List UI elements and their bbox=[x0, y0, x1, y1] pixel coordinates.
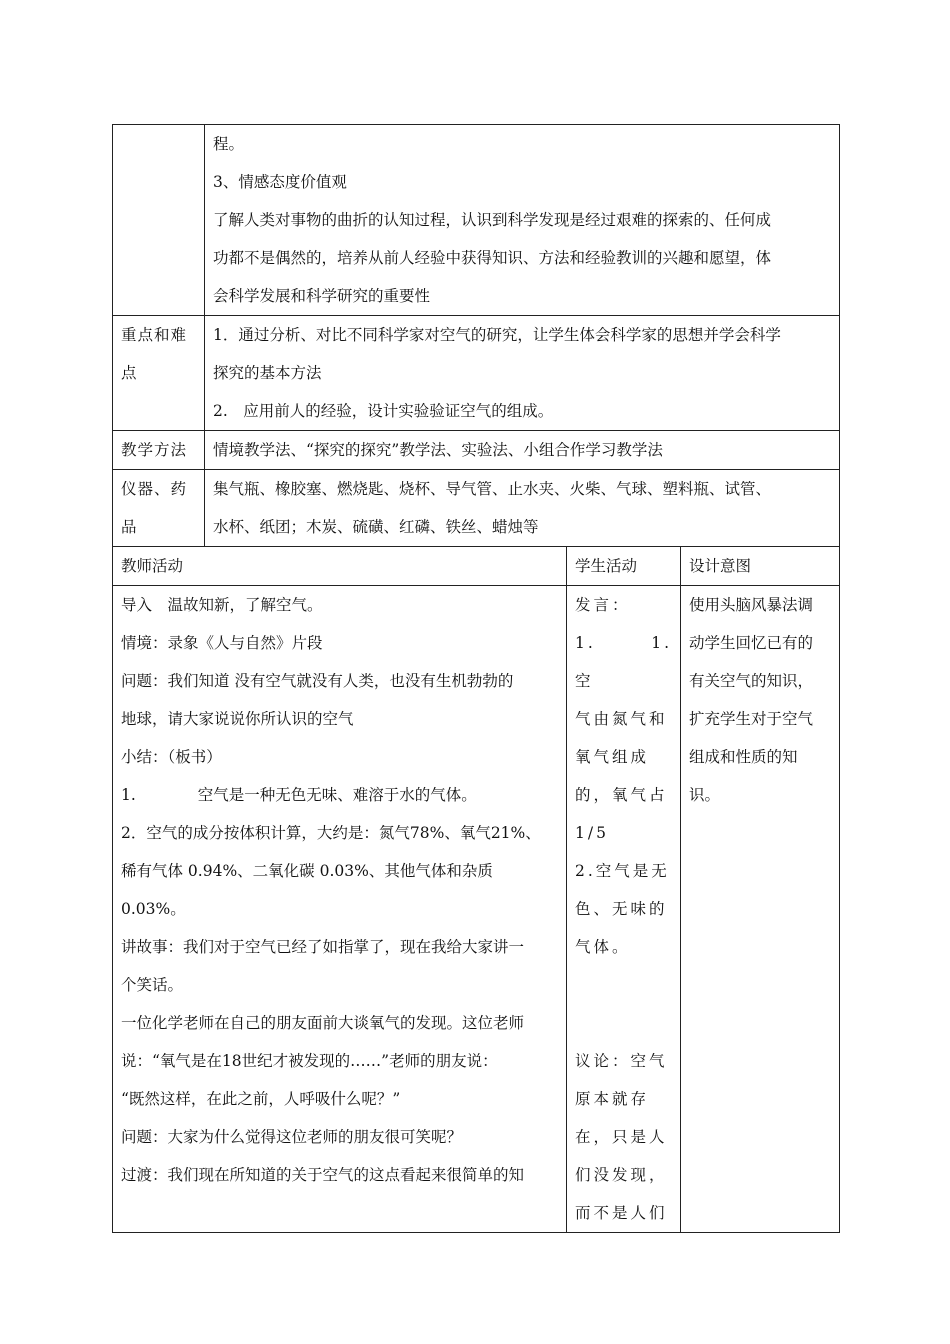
text-line: 原本就存 bbox=[575, 1090, 650, 1108]
spacer bbox=[575, 966, 672, 1042]
table-row bbox=[113, 470, 840, 547]
row-content bbox=[205, 470, 840, 547]
text-line: 集气瓶、橡胶塞、燃烧匙、烧杯、导气管、止水夹、火柴、气球、塑料瓶、试管、 bbox=[213, 480, 772, 498]
text-line: 会科学发展和科学研究的重要性 bbox=[213, 287, 431, 305]
text-line: 地球，请大家说说你所认识的空气 bbox=[121, 710, 354, 728]
row-content bbox=[205, 125, 840, 316]
text-line: 0.03%。 bbox=[121, 900, 186, 918]
row-label: 教学方法 bbox=[113, 431, 205, 470]
text-line: 2．空气的成分按体积计算，大约是：氮气78%、氧气21%、 bbox=[121, 824, 541, 842]
text-line: 说：“氧气是在18世纪才被发现的……”老师的朋友说： bbox=[121, 1052, 498, 1070]
text-line: 氧气组成 bbox=[575, 748, 650, 766]
text-line: 稀有气体 0.94%、二氧化碳 0.03%、其他气体和杂质 bbox=[121, 862, 493, 880]
text-line: 组成和性质的知 bbox=[689, 748, 798, 766]
text-line: 在，只是人 bbox=[575, 1128, 668, 1146]
text-line: 气体。 bbox=[575, 938, 631, 956]
text-line: 议论：空气 bbox=[575, 1052, 668, 1070]
row-label: 仪器、药品 bbox=[113, 470, 205, 547]
text-line: 扩充学生对于空气 bbox=[689, 710, 814, 728]
text-line: 一位化学老师在自己的朋友面前大谈氧气的发现。这位老师 bbox=[121, 1014, 525, 1032]
lesson-plan-page bbox=[112, 124, 839, 1233]
table-row bbox=[113, 316, 840, 431]
row-label: 重点和难点 bbox=[113, 316, 205, 431]
text-line: 水杯、纸团；木炭、硫磺、红磷、铁丝、蜡烛等 bbox=[213, 518, 539, 536]
table-row bbox=[113, 586, 840, 1233]
text-line: 1. 1.空 bbox=[575, 634, 672, 690]
activity-table bbox=[112, 546, 840, 1233]
text-line: 3、情感态度价值观 bbox=[213, 173, 347, 191]
text-line: 问题：我们知道 没有空气就没有人类，也没有生机勃勃的 bbox=[121, 672, 514, 690]
text-line: 色、无味的 bbox=[575, 900, 668, 918]
header-student: 学生活动 bbox=[567, 547, 681, 586]
table-row bbox=[113, 125, 840, 316]
table-row bbox=[113, 431, 840, 470]
text-line: 动学生回忆已有的 bbox=[689, 634, 814, 652]
text-line: 导入 温故知新，了解空气。 bbox=[121, 596, 323, 614]
text-line: 2. 应用前人的经验，设计实验验证空气的组成。 bbox=[213, 402, 554, 420]
text-line: 1. 空气是一种无色无味、难溶于水的气体。 bbox=[121, 786, 477, 804]
text-line: 使用头脑风暴法调 bbox=[689, 596, 814, 614]
text-line: 问题：大家为什么觉得这位老师的朋友很可笑呢？ bbox=[121, 1128, 463, 1146]
text-line: 1/5 bbox=[575, 824, 609, 842]
text-line: 小结：（板书） bbox=[121, 748, 222, 766]
row-label bbox=[113, 125, 205, 316]
row-content bbox=[205, 431, 840, 470]
text-line: 探究的基本方法 bbox=[213, 364, 322, 382]
header-intent: 设计意图 bbox=[681, 547, 840, 586]
row-content bbox=[205, 316, 840, 431]
text-line: 情境：录象《人与自然》片段 bbox=[121, 634, 323, 652]
header-teacher: 教师活动 bbox=[113, 547, 567, 586]
objectives-table bbox=[112, 124, 840, 547]
table-header-row bbox=[113, 547, 840, 586]
text-line: 程。 bbox=[213, 135, 245, 153]
text-line: “既然这样，在此之前，人呼吸什么呢？” bbox=[121, 1090, 401, 1108]
text-line: 的，氧气占 bbox=[575, 786, 668, 804]
text-line: 讲故事：我们对于空气已经了如指掌了，现在我给大家讲一 bbox=[121, 938, 525, 956]
text-line: 功都不是偶然的，培养从前人经验中获得知识、方法和经验教训的兴趣和愿望，体 bbox=[213, 249, 772, 267]
text-line: 了解人类对事物的曲折的认知过程，认识到科学发现是经过艰难的探索的、任何成 bbox=[213, 211, 772, 229]
text-line: 识。 bbox=[689, 786, 721, 804]
teacher-activity-cell bbox=[113, 586, 567, 1233]
text-line: 2.空气是无 bbox=[575, 862, 670, 880]
text-line: 气由氮气和 bbox=[575, 710, 668, 728]
text-line: 情境教学法、“探究的探究”教学法、实验法、小组合作学习教学法 bbox=[213, 441, 663, 459]
text-line: 过渡：我们现在所知道的关于空气的这点看起来很简单的知 bbox=[121, 1166, 525, 1184]
text-line: 发言： bbox=[575, 596, 631, 614]
design-intent-cell bbox=[681, 586, 840, 1233]
student-activity-cell bbox=[567, 586, 681, 1233]
text-line: 们没发现， bbox=[575, 1166, 668, 1184]
text-line: 1．通过分析、对比不同科学家对空气的研究，让学生体会科学家的思想并学会科学 bbox=[213, 326, 781, 344]
text-line: 而不是人们 bbox=[575, 1204, 668, 1222]
text-line: 有关空气的知识， bbox=[689, 672, 814, 690]
text-line: 个笑话。 bbox=[121, 976, 184, 994]
